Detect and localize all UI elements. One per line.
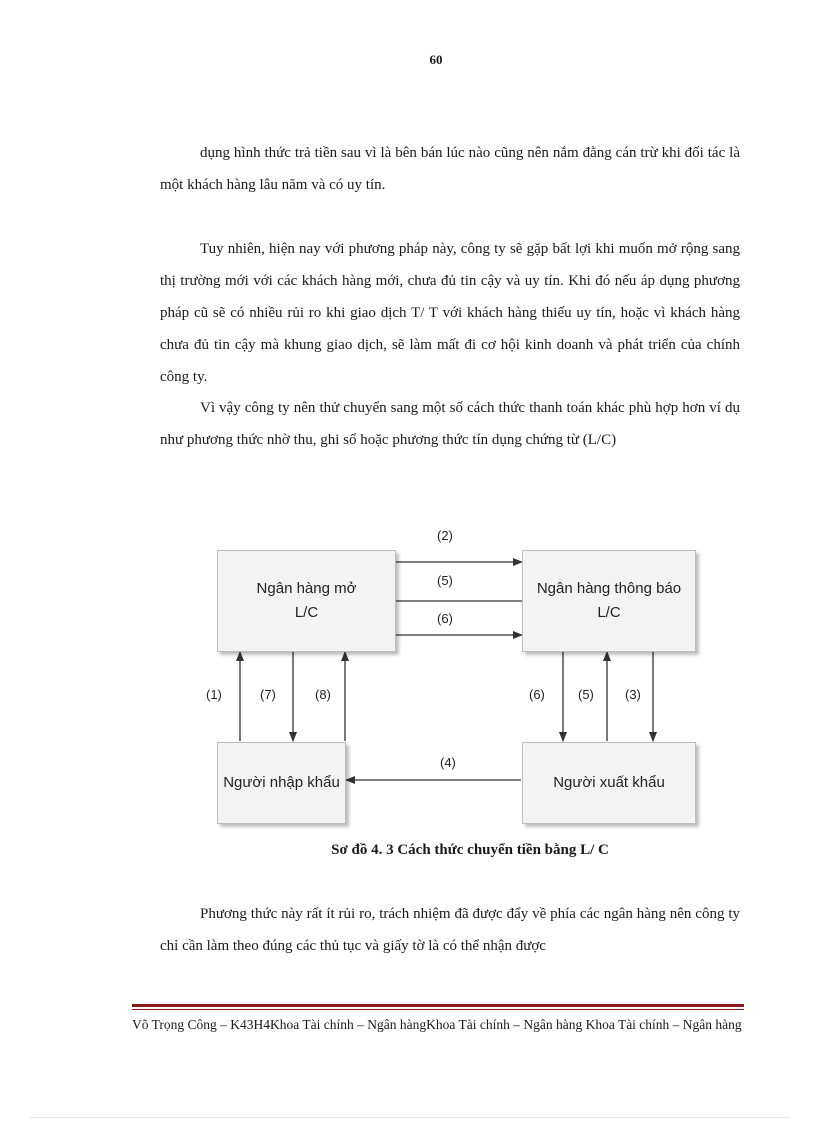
issuing-bank-line2: L/C [294,604,319,621]
advising-bank-line1: Ngân hàng thông báo [536,580,682,597]
importer-label: Người nhập khẩu [223,774,340,791]
label-5-top: (5) [437,573,453,588]
exporter-label: Người xuất khẩu [553,774,665,791]
label-5-right: (5) [578,687,594,702]
issuing-bank-box [217,550,396,652]
paragraph-4: Phương thức này rất ít rủi ro, trách nhiệm đã được đẩy về phía các ngân hàng nên công ty chỉ cần làm theo đúng các thủ tục và giấy tờ là có thể nhận được [160,906,740,954]
paragraph-2: Tuy nhiên, hiện nay với phương pháp này, công ty sẽ gặp bất lợi khi muốn mở rộng sang thị trường mới với các khách hàng mới, chưa đủ tin cậy và uy tín. Khi đó nếu áp dụng phương pháp cũ sẽ có nhiều rủi ro khi giao dịch T/ T với khách hàng thiếu uy tín, hoặc vì khách hàng chưa đủ tin cậy mà khung giao dịch, sẽ làm mất đi cơ hội kinh doanh và phát triển của chính công ty. [160,241,740,385]
footer-author: Võ Trọng Công – K43H4Khoa Tài chính – Ngân hàngKhoa Tài chính – Ngân hàng Khoa Tài chính – Ngân hàng [132,1017,742,1032]
importer-box [217,742,346,824]
issuing-bank-line1: Ngân hàng mở [256,580,357,597]
footer-rule-thick [132,1004,744,1007]
label-2: (2) [437,528,453,543]
exporter-box [522,742,696,824]
diagram-caption: Sơ đồ 4. 3 Cách thức chuyển tiền bằng L/ C [331,842,609,858]
label-6-top: (6) [437,611,453,626]
lc-flow-diagram [160,515,740,845]
advising-bank-box [522,550,696,652]
paragraph-3: Vì vậy công ty nên thử chuyển sang một số cách thức thanh toán khác phù hợp hơn ví dụ như phương thức nhờ thu, ghi sổ hoặc phương thức tín dụng chứng từ (L/C) [160,400,740,448]
label-7: (7) [260,687,276,702]
label-1: (1) [206,687,222,702]
page-bottom-rule [30,1117,790,1118]
label-8: (8) [315,687,331,702]
footer-rule-thin [132,1009,744,1010]
page-number: 60 [429,52,443,67]
label-4: (4) [440,755,456,770]
paragraph-1: dụng hình thức trả tiền sau vì là bên bán lúc nào cũng nên nắm đằng cán trừ khi đối tác là một khách hàng lâu năm và có uy tín. [160,145,740,193]
label-3: (3) [625,687,641,702]
label-6-right: (6) [529,687,545,702]
advising-bank-line2: L/C [597,604,621,621]
